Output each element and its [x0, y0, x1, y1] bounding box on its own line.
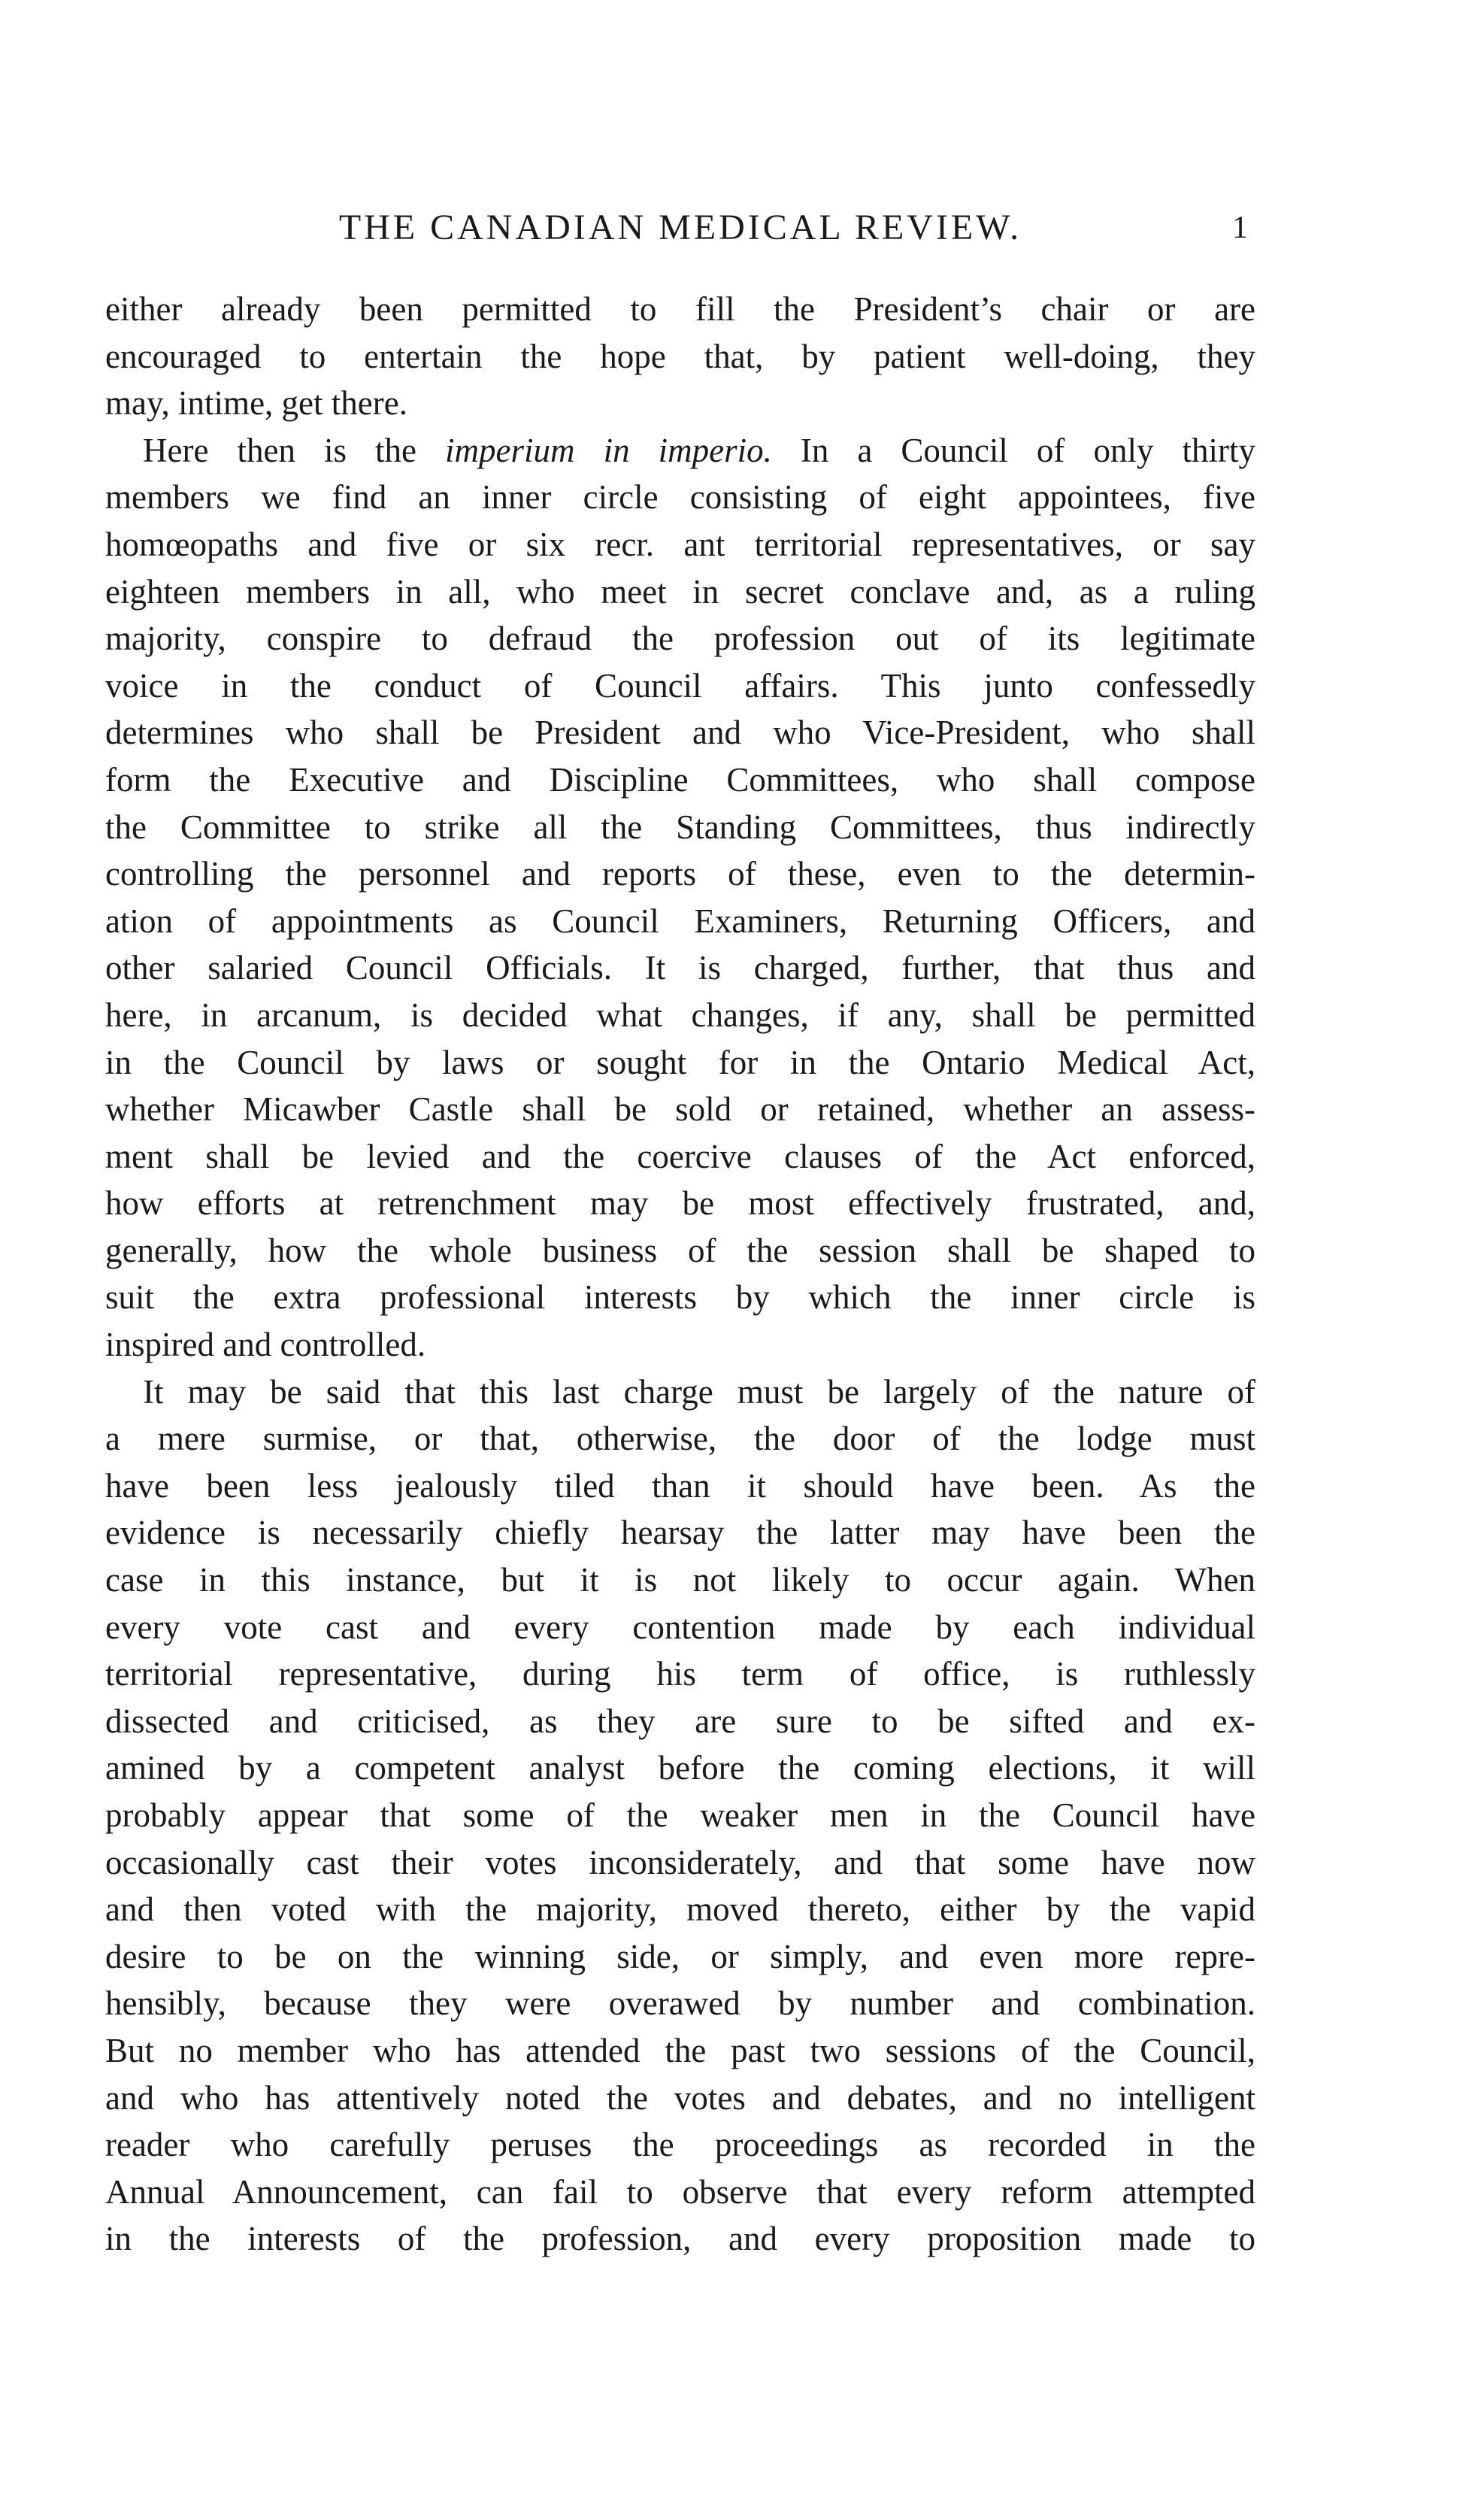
- text-line: case in this instance, but it is not likely to occur again. When: [105, 1561, 1255, 1599]
- text-line: majority, conspire to defraud the profession out of its legitimate: [105, 620, 1255, 658]
- text-line-first: [105, 427, 1255, 474]
- text-line: amined by a competent analyst before the coming elections, it will: [105, 1749, 1255, 1787]
- text-line: hensibly, because they were overawed by number and combination.: [105, 1984, 1255, 2023]
- text-line: occasionally cast their votes inconsiderately, and that some have now: [105, 1843, 1255, 1881]
- text-line: suit the extra professional interests by which the inner circle is: [105, 1278, 1255, 1317]
- text-line: evidence is necessarily chiefly hearsay the latter may have been the: [105, 1514, 1255, 1552]
- text-line: and then voted with the majority, moved thereto, either by the vapid: [105, 1890, 1255, 1929]
- text-line: in the Council by laws or sought for in the Ontario Medical Act,: [105, 1043, 1255, 1081]
- body-text: [105, 286, 1255, 2263]
- text-line: either already been permitted to fill the President’s chair or are: [105, 290, 1255, 328]
- text-line: a mere surmise, or that, otherwise, the door of the lodge must: [105, 1420, 1255, 1458]
- running-title: THE CANADIAN MEDICAL REVIEW.: [338, 208, 1022, 247]
- text-line: and who has attentively noted the votes and debates, and no intelligent: [105, 2078, 1255, 2117]
- text-line: whether Micawber Castle shall be sold or retained, whether an assess-: [105, 1090, 1255, 1129]
- text-line: ation of appointments as Council Examiners, Returning Officers, and: [105, 902, 1255, 940]
- text-segment: In a Council of only thirty: [771, 431, 1255, 469]
- text-line: Annual Announcement, can fail to observe that every reform attempted: [105, 2172, 1255, 2211]
- italic-phrase: imperium in imperio.: [445, 431, 772, 469]
- paragraph-1: [105, 286, 1255, 427]
- text-line: members we find an inner circle consisting of eight appointees, five: [105, 478, 1255, 517]
- text-line: other salaried Council Officials. It is charged, further, that thus and: [105, 949, 1255, 987]
- running-head: [105, 202, 1255, 254]
- text-line: here, in arcanum, is decided what changes, if any, shall be permitted: [105, 996, 1255, 1034]
- text-line: reader who carefully peruses the proceedings as recorded in the: [105, 2126, 1255, 2164]
- text-line: territorial representative, during his term of office, is ruthlessly: [105, 1655, 1255, 1693]
- text-line: have been less jealously tiled than it should have been. As the: [105, 1466, 1255, 1505]
- text-line: in the interests of the profession, and every proposition made to: [105, 2220, 1255, 2258]
- text-line: eighteen members in all, who meet in secret conclave and, as a ruling: [105, 572, 1255, 611]
- paragraph-2: [105, 427, 1255, 1369]
- text-line: encouraged to entertain the hope that, by patient well-doing, they: [105, 337, 1255, 375]
- text-line: It may be said that this last charge must be largely of the nature of: [143, 1372, 1255, 1411]
- text-line: probably appear that some of the weaker men in the Council have: [105, 1796, 1255, 1834]
- text-segment: Here then is the: [143, 431, 446, 469]
- text-line: But no member who has attended the past two sessions of the Council,: [105, 2031, 1255, 2069]
- text-line: the Committee to strike all the Standing Committees, thus indirectly: [105, 808, 1255, 846]
- paragraph-3: [105, 1369, 1255, 2263]
- text-line: every vote cast and every contention made by each individual: [105, 1608, 1255, 1646]
- page-number: 1: [1232, 211, 1248, 245]
- text-line: may, intime, get there.: [105, 384, 407, 423]
- text-line: ment shall be levied and the coercive clauses of the Act enforced,: [105, 1137, 1255, 1175]
- text-line: controlling the personnel and reports of these, even to the determin-: [105, 855, 1255, 893]
- text-line: inspired and controlled.: [105, 1326, 426, 1364]
- text-line: dissected and criticised, as they are sure to be sifted and ex-: [105, 1702, 1255, 1740]
- text-line: determines who shall be President and who Vice-President, who shall: [105, 714, 1255, 752]
- text-line: generally, how the whole business of the session shall be shaped to: [105, 1231, 1255, 1269]
- text-line: form the Executive and Discipline Committees, who shall compose: [105, 760, 1255, 799]
- text-line: how efforts at retrenchment may be most effectively frustrated, and,: [105, 1184, 1255, 1223]
- text-line: homœopaths and five or six recr. ant territorial representatives, or say: [105, 525, 1255, 563]
- text-line: desire to be on the winning side, or simply, and even more repre-: [105, 1937, 1255, 1975]
- text-line: voice in the conduct of Council affairs. This junto confessedly: [105, 666, 1255, 705]
